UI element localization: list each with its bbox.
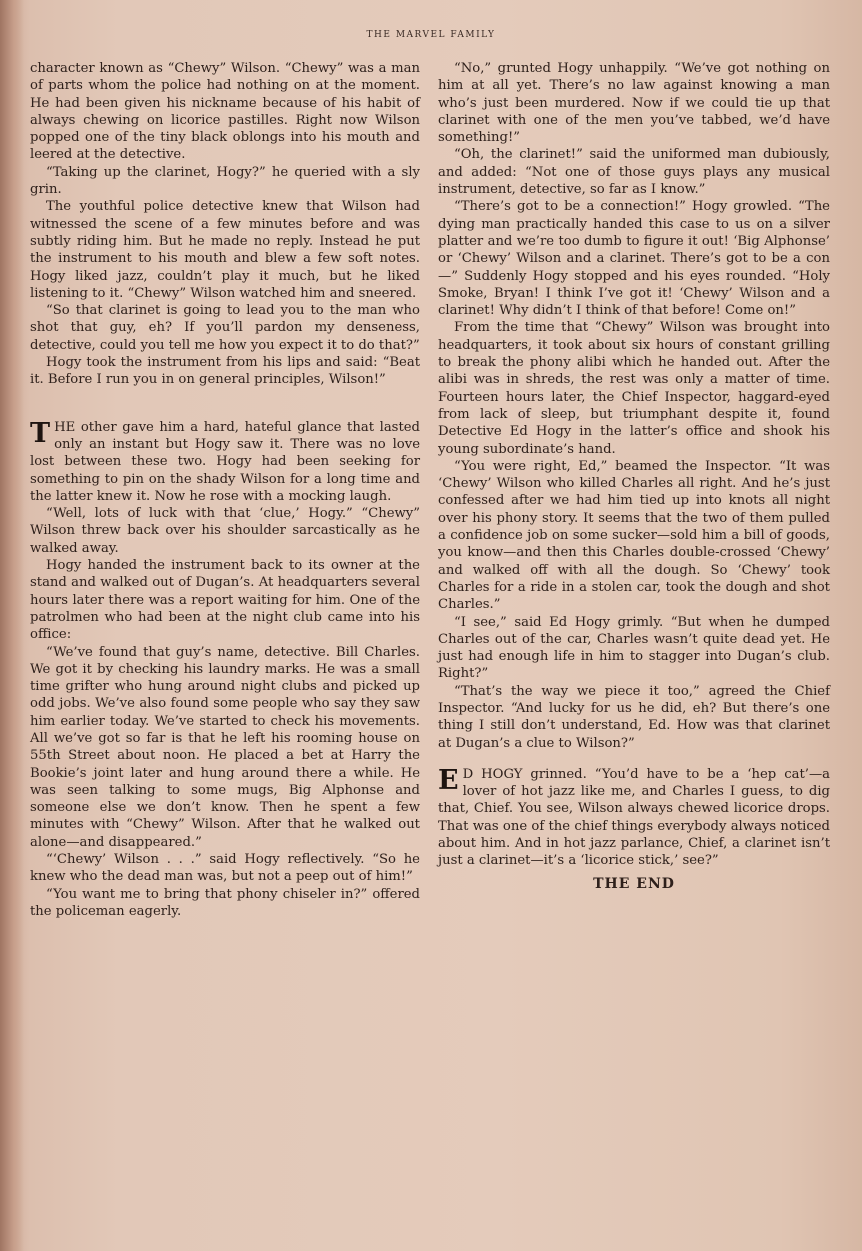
- section-break: [438, 752, 830, 766]
- paragraph: “There’s got to be a connection!” Hogy growled. “The dying man practically handed this case to us on a silver platter and we’re too dumb to figure it out! ‘Big Alphonse’ or ‘Chewy’ Wilson and a clarinet. There’s got to be a con—” Suddenly Hogy stopped and his eyes rounded. “Holy Smoke, Bryan! I think I’ve got it! ‘Chewy’ Wilson and a clarinet! Why didn’t I think of that before! Come on!”: [438, 199, 830, 319]
- paragraph-drop-cap: [438, 766, 830, 870]
- drop-cap-letter: E: [438, 764, 459, 796]
- paragraph: “So that clarinet is going to lead you to the man who shot that guy, eh? If you’ll pardon my denseness, detective, could you tell me how you expect it to do that?”: [30, 303, 420, 353]
- page-binding-edge: [0, 0, 24, 1251]
- paragraph: “‘Chewy’ Wilson . . .” said Hogy reflectively. “So he knew who the dead man was, but not a peep out of him!”: [30, 852, 420, 885]
- paragraph: Hogy handed the instrument back to its owner at the stand and walked out of Dugan’s. At headquarters several hours later there was a report waiting for him. One of the patrolmen who had been at the night club came into his office:: [30, 558, 420, 643]
- paragraph: “I see,” said Ed Hogy grimly. “But when he dumped Charles out of the car, Charles wasn’t quite dead yet. He just had enough life in him to stagger into Dugan’s club. Right?”: [438, 614, 830, 682]
- paragraph-drop-cap: [30, 419, 420, 505]
- paragraph: “You want me to bring that phony chiseler in?” offered the policeman eagerly.: [30, 886, 420, 919]
- paragraph-text: D HOGY grinned. “You’d have to be a ‘hep cat’—a lover of hot jazz like me, and Charles I guess, to dig that, Chief. You see, Wilson always chewed licorice drops. That was one of the chief things everybody always noticed about him. And in hot jazz parlance, Chief, a clarinet isn’t just a clarinet—it’s a ‘licorice stick,’ see?”: [438, 766, 830, 869]
- paragraph-text: HE other gave him a hard, hateful glance that lasted only an instant but Hogy saw it. There was no love lost between these two. Hogy had been seeking for something to pin on the shady Wilson for a long time and the latter knew it. Now he rose with a mocking laugh.: [30, 419, 420, 504]
- paragraph: “That’s the way we piece it too,” agreed the Chief Inspector. “And lucky for us he did, eh? But there’s one thing I still don’t understand, Ed. How was that clarinet at Dugan’s a clue to Wilson?”: [438, 683, 830, 751]
- paragraph: “Oh, the clarinet!” said the uniformed man dubiously, and added: “Not one of those guys plays any musical instrument, detective, so far as I know.”: [438, 147, 830, 198]
- section-break: [30, 389, 420, 419]
- paragraph: “Taking up the clarinet, Hogy?” he queried with a sly grin.: [30, 164, 420, 198]
- the-end-label: THE END: [593, 875, 675, 892]
- paragraph: The youthful police detective knew that Wilson had witnessed the scene of a few minutes before and was subtly riding him. But he made no reply. Instead he put the instrument to his mouth and blew a few soft notes. Hogy liked jazz, couldn’t play it much, but he liked listening to it. “Chewy” Wilson watched him and sneered.: [30, 199, 420, 301]
- paragraph: “You were right, Ed,” beamed the Inspector. “It was ‘Chewy’ Wilson who killed Charles all right. And he’s just confessed after we had him tied up into knots all night over his phony story. It seems that the two of them pulled a confidence job on some sucker—sold him a bill of goods, you know—and then this Charles double-crossed ‘Chewy’ and walked off with all the dough. So ‘Chewy’ took Charles for a ride in a stolen car, took the dough and shot Charles.”: [438, 458, 830, 613]
- paragraph: character known as “Chewy” Wilson. “Chewy” was a man of parts whom the police had nothing on at the moment. He had been given his nickname because of his habit of always chewing on licorice pastilles. Right now Wilson popped one of the tiny black oblongs into his mouth and leered at the detective.: [30, 61, 420, 163]
- paragraph: “No,” grunted Hogy unhappily. “We’ve got nothing on him at all yet. There’s no law against knowing a man who’s just been murdered. Now if we could tie up that clarinet with one of the men you’ve tabbed, we’d have something!”: [438, 61, 830, 146]
- paragraph: Hogy took the instrument from his lips and said: “Beat it. Before I run you in on general principles, Wilson!”: [30, 355, 420, 388]
- paragraph: “Well, lots of luck with that ‘clue,’ Hogy.” “Chewy” Wilson threw back over his shoulder sarcastically as he walked away.: [30, 506, 420, 556]
- drop-cap-letter: T: [30, 417, 51, 449]
- right-column: [438, 60, 830, 893]
- left-column: [30, 60, 420, 920]
- paragraph: “We’ve found that guy’s name, detective. Bill Charles. We got it by checking his laundry marks. He was a small time grifter who hung around night clubs and picked up odd jobs. We’ve also found some people who say they saw him earlier today. We’ve started to check his movements. All we’ve got so far is that he left his rooming house on 55th Street about noon. He placed a bet at Harry the Bookie’s joint later and hung around there a while. He was seen talking to some mugs, Big Alphonse and someone else we don’t know. Then he spent a few minutes with “Chewy” Wilson. After that he walked out alone—and disappeared.”: [30, 644, 420, 850]
- running-header: THE MARVEL FAMILY: [366, 30, 496, 40]
- paragraph: From the time that “Chewy” Wilson was brought into headquarters, it took about six hours of constant grilling to break the phony alibi which he handed out. After the alibi was in shreds, the rest was only a matter of time. Fourteen hours later, the Chief Inspector, haggard-eyed from lack of sleep, but triumphant despite it, found Detective Ed Hogy in the latter’s office and shook his young subordinate’s hand.: [438, 320, 830, 457]
